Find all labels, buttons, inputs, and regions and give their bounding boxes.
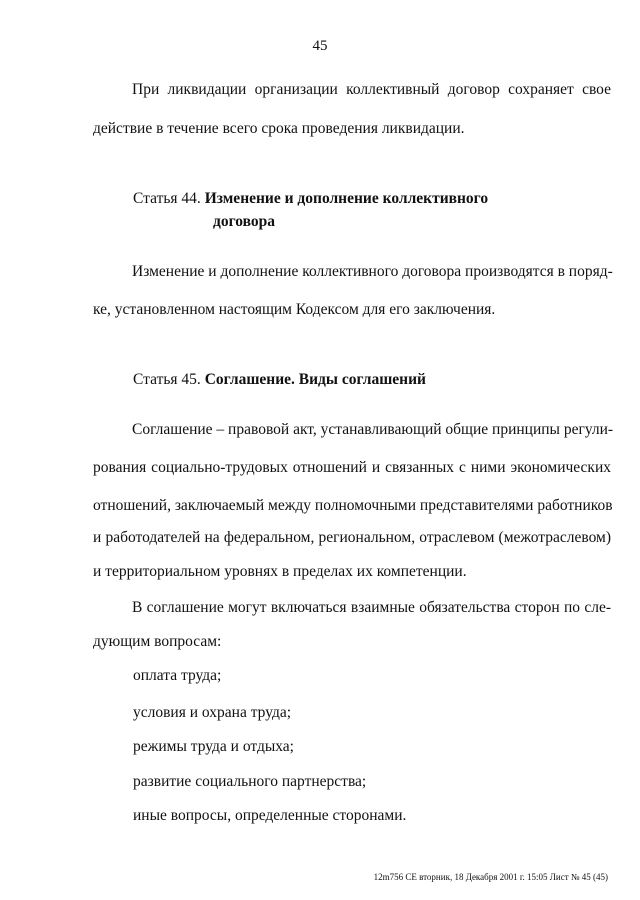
list-item: развитие социального партнерства; xyxy=(133,773,367,790)
paragraph-2-line-1: Изменение и дополнение коллективного договора производятся в поряд- xyxy=(132,263,613,280)
paragraph-1-line-2: действие в течение всего срока проведения ликвидации. xyxy=(93,120,465,137)
article-45-title: Соглашение. Виды соглашений xyxy=(204,371,426,388)
paragraph-3-line-1: Соглашение – правовой акт, устанавливающий общие принципы регули- xyxy=(132,421,614,438)
article-44-title-line-1: Изменение и дополнение коллективного xyxy=(204,190,489,207)
article-45-label: Статья 45. xyxy=(133,371,201,388)
list-item: режимы труда и отдыха; xyxy=(133,738,294,755)
article-44-label: Статья 44. xyxy=(133,190,201,207)
article-44-title-line-2: договора xyxy=(213,213,275,230)
paragraph-2-line-2: ке, установленном настоящим Кодексом для его заключения. xyxy=(93,301,496,318)
paragraph-4-line-1: В соглашение могут включаться взаимные обязательства сторон по сле- xyxy=(132,599,611,616)
page-number: 45 xyxy=(312,38,328,54)
paragraph-1-line-1: При ликвидации организации коллективный договор сохраняет свое xyxy=(132,81,611,98)
page-footer: 12m756 CE вторник, 18 Декабря 2001 г. 15:05 Лист № 45 (45) xyxy=(373,872,608,882)
paragraph-3-line-3: отношений, заключаемый между полномочными представителями работников xyxy=(93,497,613,514)
paragraph-3-line-5: и территориальном уровнях в пределах их компетенции. xyxy=(93,563,467,580)
article-44-heading xyxy=(133,189,488,209)
paragraph-3-line-4: и работодателей на федеральном, региональном, отраслевом (межотраслевом) xyxy=(93,529,611,546)
list-item: условия и охрана труда; xyxy=(133,704,292,721)
article-45-heading xyxy=(133,370,426,390)
paragraph-3-line-2: рования социально-трудовых отношений и связанных с ними экономических xyxy=(93,459,611,476)
list-item: оплата труда; xyxy=(133,667,222,684)
paragraph-4-line-2: дующим вопросам: xyxy=(93,633,222,650)
list-item: иные вопросы, определенные сторонами. xyxy=(133,807,407,824)
